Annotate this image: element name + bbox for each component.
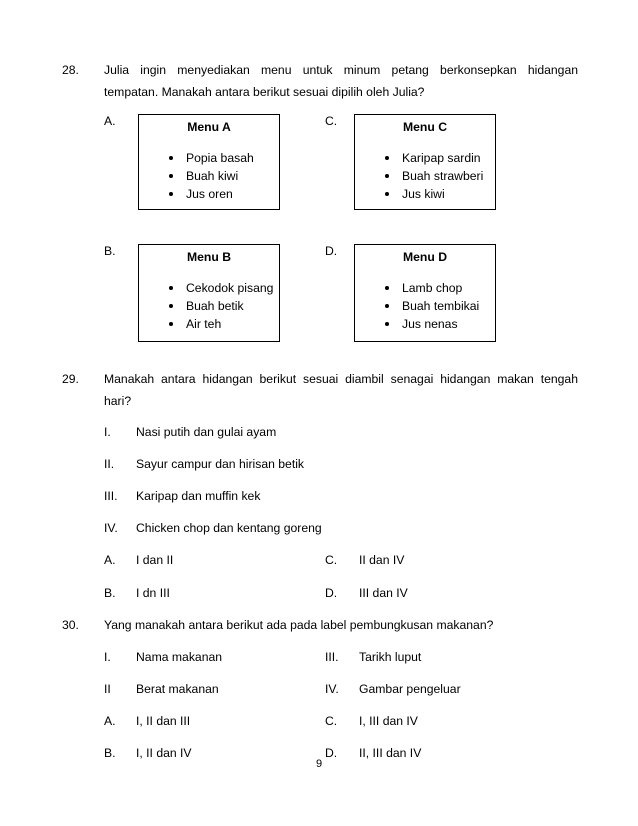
statement-text: Gambar pengeluar <box>359 682 461 696</box>
option-letter-b: B. <box>104 244 116 258</box>
menu-title: Menu A <box>187 120 231 134</box>
answer-letter: B. <box>104 586 116 600</box>
menu-item: Karipap sardin <box>385 149 483 167</box>
menu-item: Buah kiwi <box>169 167 254 185</box>
statement-roman: II. <box>104 457 115 471</box>
statement-roman: I. <box>104 425 111 439</box>
answer-letter: A. <box>104 714 116 728</box>
menu-title: Menu C <box>402 120 447 134</box>
answer-letter: A. <box>104 553 116 567</box>
answer-letter: C. <box>325 553 338 567</box>
menu-box-c <box>354 114 496 210</box>
menu-item: Jus kiwi <box>385 185 483 203</box>
question-text-line-1: Julia ingin menyediakan menu untuk minum petang berkonsepkan hidangan <box>104 63 578 77</box>
menu-item: Jus oren <box>169 185 254 203</box>
answer-letter: D. <box>325 746 338 760</box>
answer-text: III dan IV <box>359 586 408 600</box>
menu-item: Buah tembikai <box>385 297 479 315</box>
statement-roman: III. <box>104 489 118 503</box>
statement-text: Karipap dan muffin kek <box>136 489 261 503</box>
answer-text: I, III dan IV <box>359 714 418 728</box>
answer-letter: B. <box>104 746 116 760</box>
answer-letter: D. <box>325 586 338 600</box>
answer-text: II dan IV <box>359 553 405 567</box>
question-text-line-2: hari? <box>104 394 132 408</box>
page-number: 9 <box>315 758 323 770</box>
statement-roman: III. <box>325 650 339 664</box>
question-number: 29. <box>62 372 79 386</box>
statement-roman: IV. <box>325 682 339 696</box>
menu-box-a <box>138 114 280 210</box>
question-number: 30. <box>62 618 79 632</box>
question-number: 28. <box>62 63 79 77</box>
menu-item: Buah strawberi <box>385 167 483 185</box>
answer-letter: C. <box>325 714 338 728</box>
menu-box-b <box>138 244 280 342</box>
answer-text: I dn III <box>136 586 170 600</box>
question-text-line-2: tempatan. Manakah antara berikut sesuai dipilih oleh Julia? <box>104 85 425 99</box>
answer-text: I dan II <box>136 553 174 567</box>
option-letter-d: D. <box>325 244 338 258</box>
statement-roman: II <box>104 682 111 696</box>
option-letter-a: A. <box>104 114 116 128</box>
statement-roman: IV. <box>104 521 118 535</box>
menu-item: Popia basah <box>169 149 254 167</box>
menu-title: Menu D <box>402 250 447 264</box>
question-text-line-1: Yang manakah antara berikut ada pada label pembungkusan makanan? <box>104 618 494 632</box>
menu-items <box>169 149 254 203</box>
statement-text: Nama makanan <box>136 650 223 664</box>
question-text-line-1: Manakah antara hidangan berikut sesuai diambil senagai hidangan makan tengah <box>104 372 578 386</box>
menu-box-d <box>354 244 496 342</box>
menu-item: Air teh <box>169 315 273 333</box>
statement-text: Berat makanan <box>136 682 219 696</box>
option-letter-c: C. <box>325 114 338 128</box>
menu-item: Lamb chop <box>385 279 479 297</box>
statement-text: Sayur campur dan hirisan betik <box>136 457 305 471</box>
menu-item: Cekodok pisang <box>169 279 273 297</box>
statement-text: Nasi putih dan gulai ayam <box>136 425 277 439</box>
menu-item: Buah betik <box>169 297 273 315</box>
statement-roman: I. <box>104 650 111 664</box>
menu-items <box>169 279 273 333</box>
menu-title: Menu B <box>186 250 231 264</box>
answer-text: I, II dan IV <box>136 746 192 760</box>
answer-text: II, III dan IV <box>359 746 422 760</box>
menu-item: Jus nenas <box>385 315 479 333</box>
menu-items <box>385 149 483 203</box>
statement-text: Chicken chop dan kentang goreng <box>136 521 322 535</box>
statement-text: Tarikh luput <box>359 650 422 664</box>
answer-text: I, II dan III <box>136 714 191 728</box>
menu-items <box>385 279 479 333</box>
